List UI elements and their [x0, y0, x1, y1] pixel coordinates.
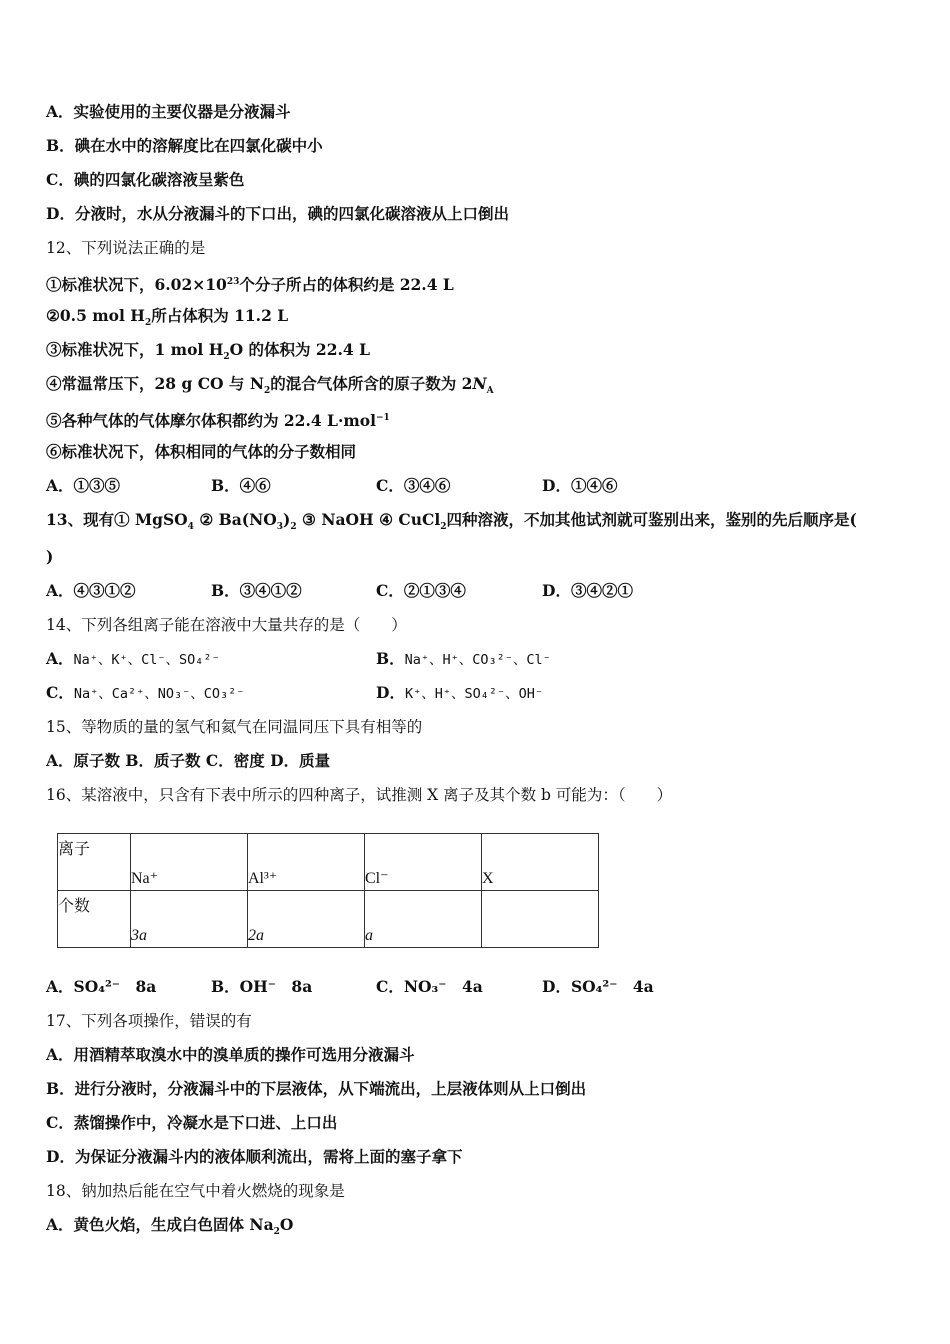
ion-label: X: [482, 870, 494, 887]
q15-options: A．原子数 B．质子数 C．密度 D．质量: [46, 751, 331, 770]
q16-option-d: D．SO₄²⁻ 4a: [542, 977, 654, 996]
count-value: a: [365, 927, 373, 944]
q18-option-a: A．黄色火焰，生成白色固体 $Na_2O$: [46, 1215, 294, 1238]
q11-option-a: A．实验使用的主要仪器是分液漏斗: [46, 102, 291, 121]
q13-option-c: C．②①③④: [376, 581, 466, 600]
ion-table: [57, 833, 599, 948]
q14-option-c: C．Na⁺、Ca²⁺、NO₃⁻、CO₃²⁻: [46, 683, 245, 702]
count-value: 3a: [131, 927, 147, 944]
q12-statement-2: ②0.5 mol $H_2$所占体积为 11.2 L: [46, 306, 289, 329]
q12-statement-1: ①标准状况下，$6.02\times 10^{23}$个分子所占的体积约是 22.4 L: [46, 275, 454, 295]
q17-option-d: D．为保证分液漏斗内的液体顺利流出，需将上面的塞子拿下: [46, 1147, 463, 1166]
q11-option-b: B．碘在水中的溶解度比在四氯化碳中小: [46, 136, 323, 155]
table-cell: [482, 834, 599, 891]
count-value: 2a: [248, 927, 264, 944]
q12-option-b: B．④⑥: [211, 476, 271, 495]
ion-label: Al³⁺: [248, 870, 278, 887]
q16-option-a: A．SO₄²⁻ 8a: [46, 977, 157, 996]
table-cell: [131, 834, 248, 891]
q12-option-d: D．①④⑥: [542, 476, 618, 495]
table-row: [58, 834, 599, 891]
q13-option-a: A．④③①②: [46, 581, 136, 600]
q11-option-c: C．碘的四氯化碳溶液呈紫色: [46, 170, 245, 189]
q12-statement-4: ④常温常压下，28 g CO 与 $N_2$的混合气体所含的原子数为 $2N_A$: [46, 374, 494, 397]
q12-stem: 12、下列说法正确的是: [46, 239, 206, 257]
table-cell: [482, 891, 599, 948]
row-header-ion: 离子: [58, 841, 91, 858]
q17-option-a: A．用酒精萃取溴水中的溴单质的操作可选用分液漏斗: [46, 1045, 415, 1064]
ion-label: Na⁺: [131, 870, 159, 887]
q12-statement-3: ③标准状况下，1 mol $H_2O$ 的体积为 22.4 L: [46, 340, 370, 363]
q13-stem: 13、现有① MgSO$_4$ ② $Ba(NO_3)_2$ ③ NaOH ④ CuCl$_2$四种溶液，不加其他试剂就可鉴别出来，鉴别的先后顺序是(: [46, 510, 857, 533]
table-cell: [248, 834, 365, 891]
q17-stem: 17、下列各项操作，错误的有: [46, 1012, 252, 1030]
q12-statement-5: ⑤各种气体的气体摩尔体积都约为 22.4 L·mol$^{-1}$: [46, 411, 390, 431]
q16-stem: 16、某溶液中，只含有下表中所示的四种离子，试推测 X 离子及其个数 b 可能为：（ ）: [46, 786, 673, 804]
q17-option-c: C．蒸馏操作中，冷凝水是下口进、上口出: [46, 1113, 338, 1132]
table-cell: [365, 891, 482, 948]
q13-option-d: D．③④②①: [542, 581, 633, 600]
table-cell: [58, 891, 131, 948]
q18-stem: 18、钠加热后能在空气中着火燃烧的现象是: [46, 1182, 345, 1200]
q14-option-a: A．Na⁺、K⁺、Cl⁻、SO₄²⁻: [46, 649, 220, 668]
q13-stem-close: ): [46, 547, 54, 566]
table-cell: [365, 834, 482, 891]
q14-option-b: B．Na⁺、H⁺、CO₃²⁻、Cl⁻: [376, 649, 551, 668]
q16-option-b: B．OH⁻ 8a: [211, 977, 313, 996]
q12-option-c: C．③④⑥: [376, 476, 451, 495]
q12-option-a: A．①③⑤: [46, 476, 121, 495]
row-header-count: 个数: [58, 898, 91, 915]
q14-option-d: D．K⁺、H⁺、SO₄²⁻、OH⁻: [376, 683, 543, 702]
q16-option-c: C．NO₃⁻ 4a: [376, 977, 483, 996]
table-row: [58, 891, 599, 948]
table-cell: [58, 834, 131, 891]
ion-label: Cl⁻: [365, 870, 389, 887]
table-cell: [131, 891, 248, 948]
q11-option-d: D．分液时，水从分液漏斗的下口出，碘的四氯化碳溶液从上口倒出: [46, 204, 509, 223]
q17-option-b: B．进行分液时，分液漏斗中的下层液体，从下端流出，上层液体则从上口倒出: [46, 1079, 587, 1098]
q12-statement-6: ⑥标准状况下，体积相同的气体的分子数相同: [46, 442, 357, 461]
table-cell: [248, 891, 365, 948]
q15-stem: 15、等物质的量的氢气和氦气在同温同压下具有相等的: [46, 718, 423, 736]
q13-option-b: B．③④①②: [211, 581, 302, 600]
q14-stem: 14、下列各组离子能在溶液中大量共存的是（ ）: [46, 616, 407, 634]
